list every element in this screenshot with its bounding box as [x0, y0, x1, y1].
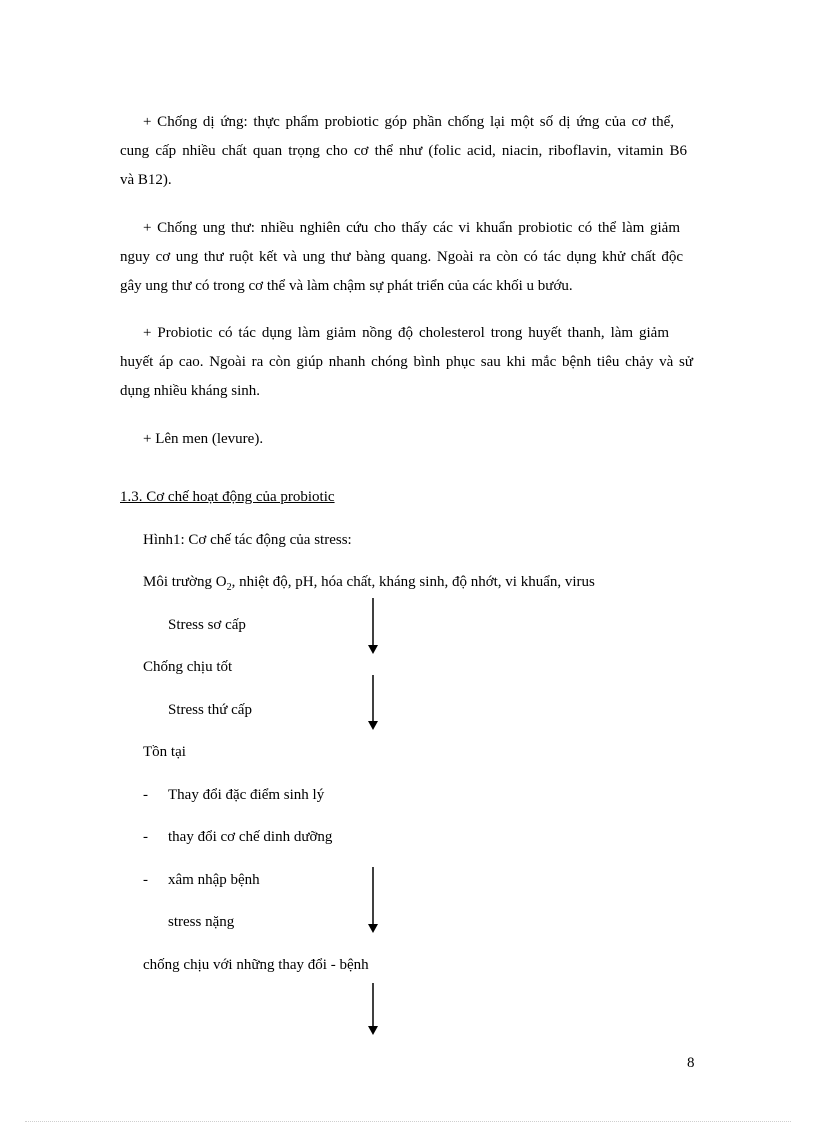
env-prefix: Môi trường O — [143, 574, 227, 590]
cholesterol-line-3: dụng nhiều kháng sinh. — [120, 383, 260, 399]
bullet-dash-2: - — [143, 829, 148, 845]
down-arrow-1 — [366, 598, 380, 654]
section-heading: 1.3. Cơ chế hoạt động của probiotic — [120, 489, 335, 505]
ferment-line: + Lên men (levure). — [143, 431, 264, 447]
down-arrow-3 — [366, 867, 380, 933]
allergy-line-1: + Chống dị ứng: thực phẩm probiotic góp phần chống lại một số dị ứng của cơ thể, — [143, 114, 674, 130]
cancer-line-1: + Chống ung thư: nhiều nghiên cứu cho thấy các vi khuẩn probiotic có thể làm giảm — [143, 220, 680, 236]
bullet-nutrition: thay đổi cơ chế dinh dưỡng — [168, 829, 333, 845]
figure-caption: Hình1: Cơ chế tác động của stress: — [143, 532, 352, 548]
env-subscript: 2 — [226, 582, 232, 593]
cancer-line-3: gây ung thư có trong cơ thể và làm chậm sự phát triển của các khối u bướu. — [120, 278, 573, 294]
allergy-line-2: cung cấp nhiều chất quan trọng cho cơ thể như (folic acid, niacin, riboflavin, vitamin B6 — [120, 143, 687, 159]
stress-factors-line — [143, 573, 595, 597]
down-arrow-2 — [366, 675, 380, 730]
bullet-physiology: Thay đổi đặc điểm sinh lý — [168, 787, 325, 803]
page-bottom-rule — [25, 1121, 791, 1122]
page-number: 8 — [687, 1055, 695, 1071]
env-suffix: , nhiệt độ, pH, hóa chất, kháng sinh, độ nhớt, vi khuẩn, virus — [231, 574, 595, 590]
primary-stress-label: Stress sơ cấp — [168, 617, 246, 633]
bullet-dash-1: - — [143, 787, 148, 803]
allergy-line-3: và B12). — [120, 172, 172, 188]
down-arrow-4 — [366, 983, 380, 1035]
tolerate-changes-label: chống chịu với những thay đổi - bệnh — [143, 957, 369, 973]
bullet-invasion: xâm nhập bệnh — [168, 872, 260, 888]
cancer-line-2: nguy cơ ung thư ruột kết và ung thư bàng quang. Ngoài ra còn có tác dụng khử chất độc — [120, 249, 683, 265]
tolerate-well-label: Chống chịu tốt — [143, 659, 233, 675]
bullet-dash-3: - — [143, 872, 148, 888]
survive-label: Tồn tại — [143, 744, 186, 760]
heavy-stress-label: stress nặng — [168, 914, 235, 930]
secondary-stress-label: Stress thứ cấp — [168, 702, 252, 718]
cholesterol-line-2: huyết áp cao. Ngoài ra còn giúp nhanh chóng bình phục sau khi mắc bệnh tiêu chảy và sử — [120, 354, 693, 370]
cholesterol-line-1: + Probiotic có tác dụng làm giảm nồng độ cholesterol trong huyết thanh, làm giảm — [143, 325, 669, 341]
